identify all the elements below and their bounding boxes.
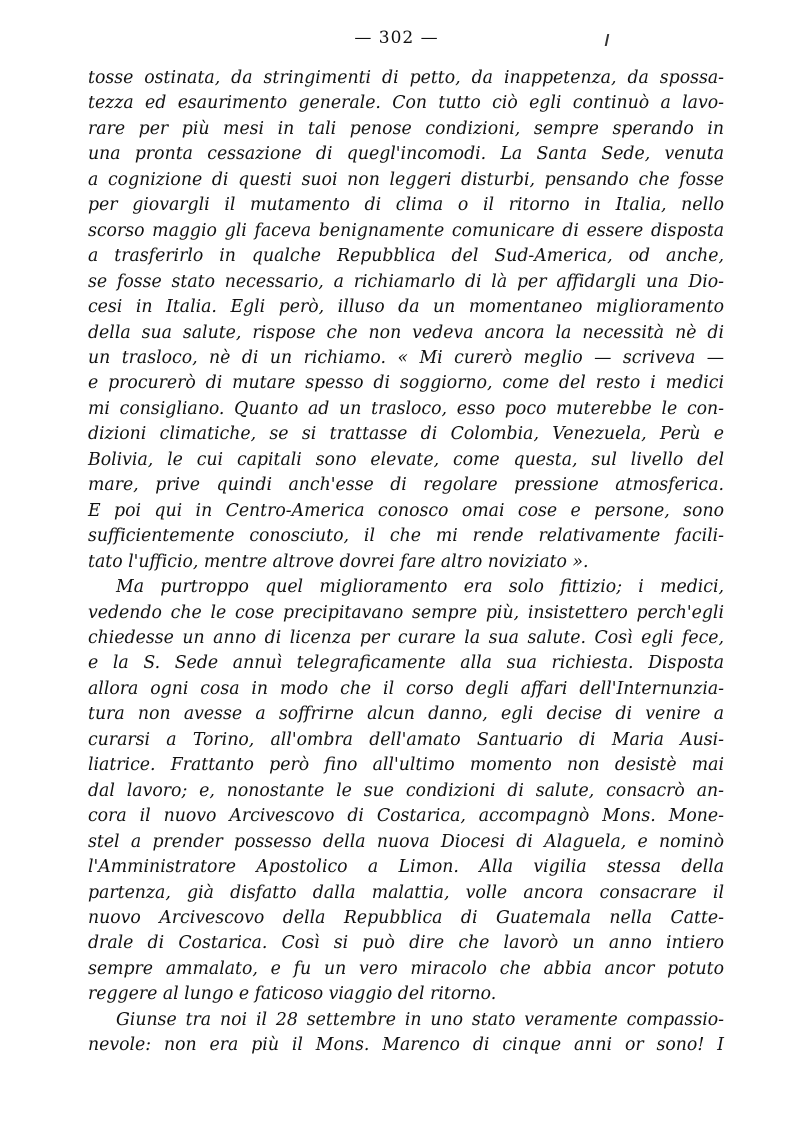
text-line: cora il nuovo Arcivescovo di Costarica, accompagnò Mons. Mone- (88, 806, 724, 827)
text-line: E poi qui in Centro-America conosco omai cose e persone, sono (88, 500, 724, 521)
body-text (88, 66, 724, 1059)
text-line: partenza, già disfatto dalla malattia, volle ancora consacrare il (88, 882, 724, 903)
text-line: stel a prender possesso della nuova Diocesi di Alaguela, e nominò (88, 831, 724, 852)
text-line: mare, prive quindi anch'esse di regolare pressione atmosferica. (88, 475, 724, 496)
text-line: una pronta cessazione di quegl'incomodi. La Santa Sede, venuta (88, 144, 724, 165)
text-line: a trasferirlo in qualche Repubblica del Sud-America, od anche, (88, 246, 724, 267)
text-line: per giovargli il mutamento di clima o il ritorno in Italia, nello (88, 195, 724, 216)
text-line: se fosse stato necessario, a richiamarlo di là per affidargli una Dio- (88, 271, 724, 292)
text-line: sempre ammalato, e fu un vero miracolo che abbia ancor potuto (88, 958, 724, 979)
text-line: vedendo che le cose precipitavano sempre più, insistettero perch'egli (88, 602, 724, 623)
text-line: l'Amministratore Apostolico a Limon. Alla vigilia stessa della (88, 857, 724, 878)
text-line: tato l'ufficio, mentre altrove dovrei fare altro noviziato ». (88, 551, 589, 572)
text-line: dal lavoro; e, nonostante le sue condizioni di salute, consacrò an- (88, 780, 724, 801)
text-line: cesi in Italia. Egli però, illuso da un momentaneo miglioramento (88, 297, 724, 318)
text-line: allora ogni cosa in modo che il corso degli affari dell'Internunzia- (88, 678, 724, 699)
text-line: reggere al lungo e faticoso viaggio del ritorno. (88, 984, 497, 1005)
text-line: tura non avesse a soffrirne alcun danno, egli decise di venire a (88, 704, 724, 725)
text-line: Ma purtroppo quel miglioramento era solo fittizio; i medici, (116, 577, 724, 598)
text-line: Giunse tra noi il 28 settembre in uno stato veramente compassio- (116, 1009, 724, 1030)
text-line: mi consigliano. Quanto ad un trasloco, esso poco muterebbe le con- (88, 398, 724, 419)
page-number: — 302 — (354, 28, 439, 48)
text-line: scorso maggio gli faceva benignamente comunicare di essere disposta (88, 220, 724, 241)
text-line: nevole: non era più il Mons. Marenco di cinque anni or sono! I (88, 1035, 724, 1056)
text-line: sufficientemente conosciuto, il che mi rende relativamente facili- (88, 526, 724, 547)
text-line: curarsi a Torino, all'ombra dell'amato Santuario di Maria Ausi- (88, 729, 724, 750)
text-line: chiedesse un anno di licenza per curare la sua salute. Così egli fece, (88, 627, 724, 648)
text-line: tezza ed esaurimento generale. Con tutto ciò egli continuò a lavo- (88, 93, 724, 114)
text-line: drale di Costarica. Così si può dire che lavorò un anno intiero (88, 933, 724, 954)
text-line: a cognizione di questi suoi non leggeri disturbi, pensando che fosse (88, 169, 724, 190)
text-line: rare per più mesi in tali penose condizioni, sempre sperando in (88, 118, 724, 139)
text-line: e procurerò di mutare spesso di soggiorno, come del resto i medici (88, 373, 724, 394)
text-line: liatrice. Frattanto però fino all'ultimo momento non desistè mai (88, 755, 724, 776)
text-line: dizioni climatiche, se si trattasse di Colombia, Venezuela, Perù e (88, 424, 724, 445)
text-line: un trasloco, nè di un richiamo. « Mi curerò meglio — scriveva — (88, 347, 724, 368)
text-line: tosse ostinata, da stringimenti di petto, da inappetenza, da spossa- (88, 68, 724, 88)
text-line: e la S. Sede annuì telegraficamente alla sua richiesta. Disposta (88, 653, 724, 674)
text-line: Bolivia, le cui capitali sono elevate, come questa, sul livello del (88, 449, 724, 470)
text-line: della sua salute, rispose che non vedeva ancora la necessità nè di (88, 322, 724, 343)
text-line: nuovo Arcivescovo della Repubblica di Guatemala nella Catte- (88, 907, 724, 928)
